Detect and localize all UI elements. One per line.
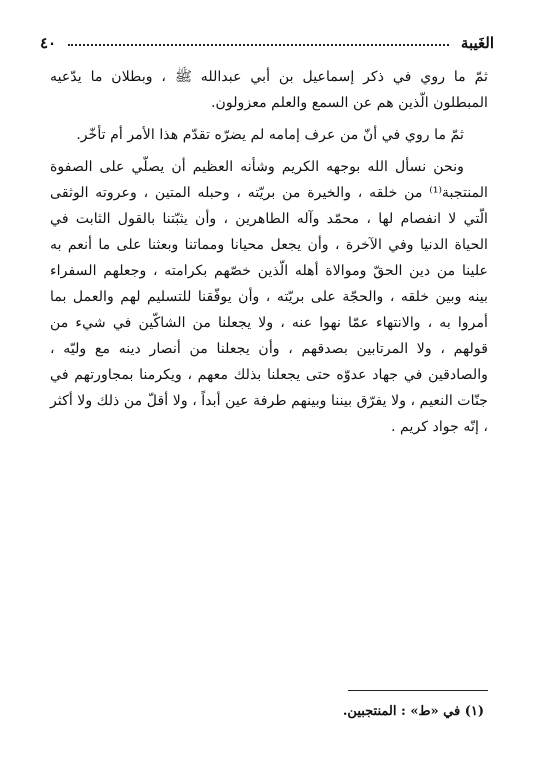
page-body [50, 64, 488, 440]
page-number: ٤٠ [40, 34, 57, 52]
header-dotted-leader [68, 44, 449, 46]
footnote: (١) في «ط» : المنتجبين. [342, 704, 484, 719]
running-title: الغَيبة [460, 34, 494, 52]
footnote-separator [348, 690, 488, 691]
paragraph-3: ونحن نسأل الله بوجهه الكريم وشأنه العظيم أن يصلّي على الصفوة المنتجبة⁽¹⁾ من خلقه ، والخيرة من بريّته ، وحبله المتين ، وعروته الوثقى الّتي لا انفصام لها ، محمّد وآله الطاهرين ، وأن يثبّتنا بالقول الثابت في الحياة الدنيا وفي الآخرة ، وأن يجعل محيانا ومماتنا وبعثنا على ما أنعم به علينا من دين الحقّ وموالاة أهله الّذين خصّهم بكرامته ، وجعلهم السفراء بينه وبين خلقه ، والحجّة على بريّته ، وأن يوفّقنا للتسليم لهم والعمل بما أمروا به ، والانتهاء عمّا نهوا عنه ، ولا يجعلنا من الشاكّين في شيء من قولهم ، ولا المرتابين بصدقهم ، وأن يجعلنا من أنصار دينه مع وليّه ، والصادقين في جهاد عدوّه حتى يجعلنا بذلك معهم ، ويكرمنا بمجاورتهم في جنّات النعيم ، ولا يفرّق بيننا وبينهم طرفة عين أبداً ، ولا أقلّ من ذلك ولا أكثر ، إنّه جواد كريم . [49, 159, 488, 435]
page-header [40, 30, 494, 56]
paragraph-2: ثمّ ما روي في أنّ من عرف إمامه لم يضرّه تقدّم هذا الأمر أم تأخّر. [76, 127, 464, 143]
paragraph-1: ثمّ ما روي في ذكر إسماعيل بن أبي عبدالله ﷺ ، وبطلان ما يدّعيه المبطلون الّذين هم عن السمع والعلم معزولون. [50, 69, 488, 111]
